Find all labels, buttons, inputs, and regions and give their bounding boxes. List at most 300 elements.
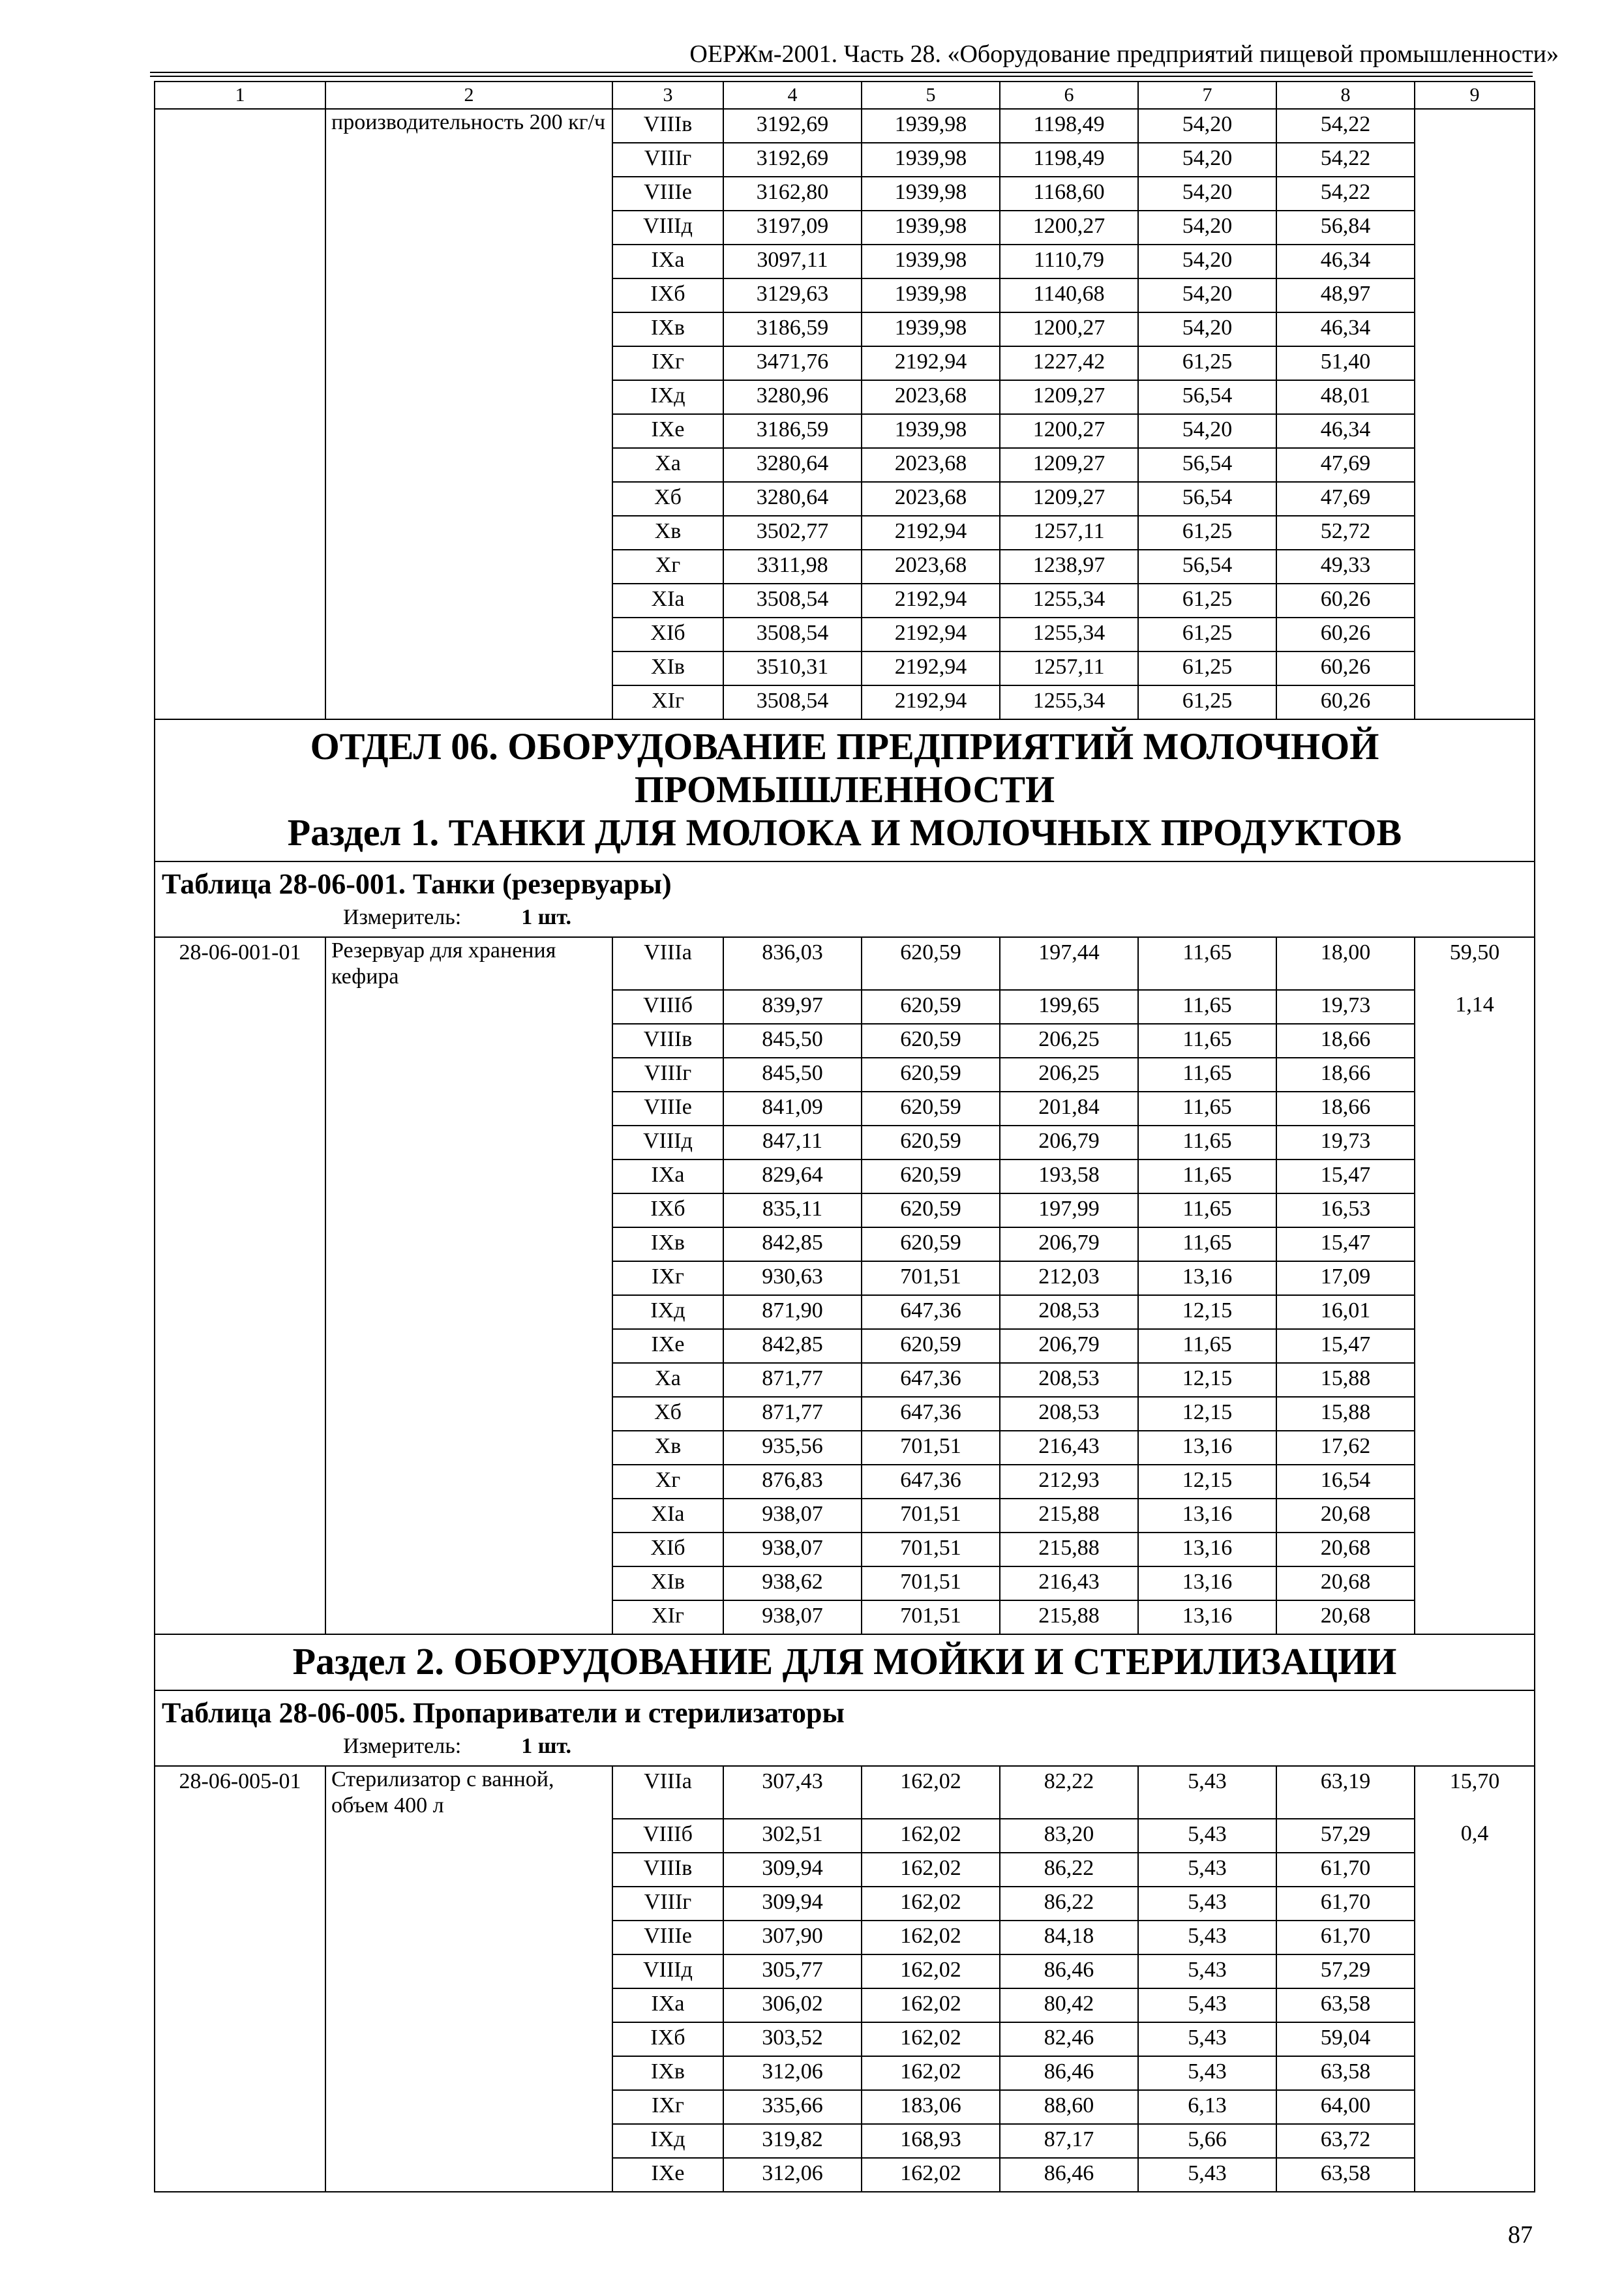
extra-value-cell bbox=[1415, 516, 1535, 550]
rate-code-cell bbox=[155, 1921, 325, 1954]
zone-cell: IXв bbox=[612, 312, 723, 346]
zone-cell: XIв bbox=[612, 651, 723, 685]
column-number: 9 bbox=[1415, 82, 1535, 109]
value-cell: 5,43 bbox=[1138, 1853, 1276, 1887]
extra-value-cell bbox=[1415, 1566, 1535, 1600]
rate-description-cell bbox=[325, 1600, 612, 1634]
value-cell: 54,20 bbox=[1138, 211, 1276, 245]
rate-code-cell bbox=[155, 1887, 325, 1921]
rate-code-cell bbox=[155, 2124, 325, 2158]
zone-cell: VIIIе bbox=[612, 1921, 723, 1954]
rate-description-cell bbox=[325, 278, 612, 312]
rate-description-cell bbox=[325, 1159, 612, 1193]
value-cell: 620,59 bbox=[862, 1126, 1000, 1159]
column-number: 8 bbox=[1276, 82, 1415, 109]
rate-code-cell bbox=[155, 1295, 325, 1329]
extra-value-cell bbox=[1415, 245, 1535, 278]
extra-value-cell bbox=[1415, 2124, 1535, 2158]
zone-cell: VIIIв bbox=[612, 1024, 723, 1058]
rate-code-cell bbox=[155, 245, 325, 278]
zone-cell: XIв bbox=[612, 1566, 723, 1600]
value-cell: 3502,77 bbox=[723, 516, 862, 550]
value-cell: 54,20 bbox=[1138, 143, 1276, 177]
value-cell: 1939,98 bbox=[862, 278, 1000, 312]
rate-description-cell bbox=[325, 143, 612, 177]
rate-row bbox=[155, 245, 1535, 278]
rate-row bbox=[155, 1533, 1535, 1566]
rate-description-cell bbox=[325, 414, 612, 448]
value-cell: 63,58 bbox=[1276, 2056, 1415, 2090]
unit-value: 1 шт. bbox=[521, 905, 572, 929]
extra-value-cell bbox=[1415, 1600, 1535, 1634]
value-cell: 620,59 bbox=[862, 937, 1000, 990]
rate-code-cell bbox=[155, 990, 325, 1024]
rate-code-cell bbox=[155, 211, 325, 245]
value-cell: 1939,98 bbox=[862, 177, 1000, 211]
value-cell: 6,13 bbox=[1138, 2090, 1276, 2124]
extra-value-cell: 0,4 bbox=[1415, 1819, 1535, 1853]
rate-code-cell bbox=[155, 1363, 325, 1397]
column-number-row bbox=[155, 82, 1535, 109]
value-cell: 162,02 bbox=[862, 1954, 1000, 1988]
zone-cell: IXв bbox=[612, 2056, 723, 2090]
rate-row bbox=[155, 482, 1535, 516]
rate-code-cell bbox=[155, 1024, 325, 1058]
value-cell: 647,36 bbox=[862, 1397, 1000, 1431]
value-cell: 82,22 bbox=[1000, 1766, 1138, 1819]
rate-code-cell bbox=[155, 651, 325, 685]
unit-row bbox=[155, 903, 1535, 937]
zone-cell: XIг bbox=[612, 1600, 723, 1634]
rate-row bbox=[155, 516, 1535, 550]
value-cell: 3162,80 bbox=[723, 177, 862, 211]
page-number: 87 bbox=[1508, 2221, 1533, 2249]
rate-description-cell bbox=[325, 2022, 612, 2056]
rate-description-cell bbox=[325, 1853, 612, 1887]
rate-description-cell bbox=[325, 516, 612, 550]
value-cell: 620,59 bbox=[862, 1159, 1000, 1193]
section-heading-line: ОТДЕЛ 06. ОБОРУДОВАНИЕ ПРЕДПРИЯТИЙ МОЛОЧНОЙ bbox=[310, 725, 1379, 768]
rate-row bbox=[155, 1227, 1535, 1261]
zone-cell: IXа bbox=[612, 1988, 723, 2022]
table-title-line: Таблица 28-06-005. Пропариватели и стерилизаторы bbox=[162, 1697, 845, 1729]
zone-cell: Xв bbox=[612, 516, 723, 550]
value-cell: 2192,94 bbox=[862, 618, 1000, 651]
value-cell: 2192,94 bbox=[862, 651, 1000, 685]
value-cell: 208,53 bbox=[1000, 1363, 1138, 1397]
value-cell: 309,94 bbox=[723, 1887, 862, 1921]
value-cell: 11,65 bbox=[1138, 990, 1276, 1024]
value-cell: 829,64 bbox=[723, 1159, 862, 1193]
zone-cell: IXд bbox=[612, 2124, 723, 2158]
header-rule bbox=[150, 72, 1533, 73]
rate-description-cell bbox=[325, 312, 612, 346]
zone-cell: VIIIв bbox=[612, 1853, 723, 1887]
rate-row bbox=[155, 1431, 1535, 1465]
rate-code-cell bbox=[155, 1600, 325, 1634]
rate-description-cell bbox=[325, 1193, 612, 1227]
value-cell: 215,88 bbox=[1000, 1499, 1138, 1533]
value-cell: 12,15 bbox=[1138, 1295, 1276, 1329]
value-cell: 208,53 bbox=[1000, 1295, 1138, 1329]
value-cell: 56,54 bbox=[1138, 448, 1276, 482]
extra-value-cell bbox=[1415, 1465, 1535, 1499]
value-cell: 335,66 bbox=[723, 2090, 862, 2124]
value-cell: 701,51 bbox=[862, 1533, 1000, 1566]
rate-code-cell bbox=[155, 312, 325, 346]
extra-value-cell bbox=[1415, 211, 1535, 245]
value-cell: 839,97 bbox=[723, 990, 862, 1024]
value-cell: 935,56 bbox=[723, 1431, 862, 1465]
rate-row bbox=[155, 1921, 1535, 1954]
extra-value-cell bbox=[1415, 1533, 1535, 1566]
rate-code-cell bbox=[155, 1988, 325, 2022]
value-cell: 620,59 bbox=[862, 1058, 1000, 1092]
value-cell: 1939,98 bbox=[862, 211, 1000, 245]
rate-row bbox=[155, 2124, 1535, 2158]
value-cell: 84,18 bbox=[1000, 1921, 1138, 1954]
zone-cell: IXа bbox=[612, 1159, 723, 1193]
rate-row bbox=[155, 1126, 1535, 1159]
rate-row bbox=[155, 1295, 1535, 1329]
value-cell: 701,51 bbox=[862, 1431, 1000, 1465]
column-number: 3 bbox=[612, 82, 723, 109]
value-cell: 64,00 bbox=[1276, 2090, 1415, 2124]
rate-code-cell bbox=[155, 1126, 325, 1159]
rate-row bbox=[155, 109, 1535, 143]
rate-description-cell bbox=[325, 1295, 612, 1329]
section-heading-line: ПРОМЫШЛЕННОСТИ bbox=[634, 768, 1055, 811]
extra-value-cell bbox=[1415, 1024, 1535, 1058]
rate-row bbox=[155, 177, 1535, 211]
extra-value-cell bbox=[1415, 2022, 1535, 2056]
extra-value-cell bbox=[1415, 2158, 1535, 2192]
extra-value-cell bbox=[1415, 1921, 1535, 1954]
value-cell: 15,47 bbox=[1276, 1227, 1415, 1261]
value-cell: 1200,27 bbox=[1000, 312, 1138, 346]
value-cell: 216,43 bbox=[1000, 1566, 1138, 1600]
value-cell: 841,09 bbox=[723, 1092, 862, 1126]
value-cell: 1200,27 bbox=[1000, 414, 1138, 448]
value-cell: 309,94 bbox=[723, 1853, 862, 1887]
value-cell: 845,50 bbox=[723, 1024, 862, 1058]
rate-description-cell bbox=[325, 1092, 612, 1126]
zone-cell: IXд bbox=[612, 1295, 723, 1329]
value-cell: 3186,59 bbox=[723, 312, 862, 346]
rate-description-cell: Стерилизатор с ванной, объем 400 л bbox=[325, 1766, 612, 1819]
value-cell: 2192,94 bbox=[862, 584, 1000, 618]
value-cell: 18,66 bbox=[1276, 1024, 1415, 1058]
value-cell: 3280,96 bbox=[723, 380, 862, 414]
value-cell: 11,65 bbox=[1138, 1227, 1276, 1261]
value-cell: 647,36 bbox=[862, 1295, 1000, 1329]
value-cell: 216,43 bbox=[1000, 1431, 1138, 1465]
column-number: 1 bbox=[155, 82, 325, 109]
rate-code-cell bbox=[155, 346, 325, 380]
rate-row bbox=[155, 346, 1535, 380]
rate-description-cell: производительность 200 кг/ч bbox=[325, 109, 612, 143]
rate-code-cell bbox=[155, 1397, 325, 1431]
value-cell: 1227,42 bbox=[1000, 346, 1138, 380]
rate-row bbox=[155, 1193, 1535, 1227]
zone-cell: IXг bbox=[612, 1261, 723, 1295]
value-cell: 48,97 bbox=[1276, 278, 1415, 312]
value-cell: 61,25 bbox=[1138, 346, 1276, 380]
value-cell: 620,59 bbox=[862, 1024, 1000, 1058]
rate-row bbox=[155, 1465, 1535, 1499]
value-cell: 47,69 bbox=[1276, 448, 1415, 482]
unit-label: Измеритель: bbox=[343, 905, 462, 929]
rate-row bbox=[155, 1092, 1535, 1126]
value-cell: 5,43 bbox=[1138, 2158, 1276, 2192]
value-cell: 63,72 bbox=[1276, 2124, 1415, 2158]
extra-value-cell bbox=[1415, 1853, 1535, 1887]
rate-row bbox=[155, 143, 1535, 177]
rate-row bbox=[155, 1329, 1535, 1363]
value-cell: 2023,68 bbox=[862, 380, 1000, 414]
value-cell: 319,82 bbox=[723, 2124, 862, 2158]
rate-row bbox=[155, 2158, 1535, 2192]
zone-cell: XIб bbox=[612, 618, 723, 651]
zone-cell: XIа bbox=[612, 584, 723, 618]
value-cell: 17,62 bbox=[1276, 1431, 1415, 1465]
value-cell: 206,79 bbox=[1000, 1329, 1138, 1363]
zone-cell: IXб bbox=[612, 2022, 723, 2056]
value-cell: 48,01 bbox=[1276, 380, 1415, 414]
rate-description-cell bbox=[325, 1329, 612, 1363]
extra-value-cell bbox=[1415, 1988, 1535, 2022]
rate-description-cell bbox=[325, 1533, 612, 1566]
value-cell: 19,73 bbox=[1276, 990, 1415, 1024]
value-cell: 11,65 bbox=[1138, 937, 1276, 990]
value-cell: 5,43 bbox=[1138, 2056, 1276, 2090]
rate-row bbox=[155, 1024, 1535, 1058]
value-cell: 2023,68 bbox=[862, 448, 1000, 482]
value-cell: 201,84 bbox=[1000, 1092, 1138, 1126]
rate-code-cell bbox=[155, 1853, 325, 1887]
column-number: 5 bbox=[862, 82, 1000, 109]
section-heading-line: Раздел 1. ТАНКИ ДЛЯ МОЛОКА И МОЛОЧНЫХ ПРОДУКТОВ bbox=[287, 811, 1402, 854]
value-cell: 3508,54 bbox=[723, 685, 862, 719]
value-cell: 3471,76 bbox=[723, 346, 862, 380]
value-cell: 306,02 bbox=[723, 1988, 862, 2022]
value-cell: 206,25 bbox=[1000, 1058, 1138, 1092]
rate-row bbox=[155, 685, 1535, 719]
value-cell: 3508,54 bbox=[723, 618, 862, 651]
extra-value-cell bbox=[1415, 1954, 1535, 1988]
value-cell: 5,66 bbox=[1138, 2124, 1276, 2158]
value-cell: 162,02 bbox=[862, 2056, 1000, 2090]
value-cell: 13,16 bbox=[1138, 1600, 1276, 1634]
value-cell: 5,43 bbox=[1138, 1988, 1276, 2022]
value-cell: 80,42 bbox=[1000, 1988, 1138, 2022]
extra-value-cell bbox=[1415, 1499, 1535, 1533]
value-cell: 842,85 bbox=[723, 1227, 862, 1261]
extra-value-cell bbox=[1415, 312, 1535, 346]
value-cell: 16,01 bbox=[1276, 1295, 1415, 1329]
section-heading-line: Раздел 2. ОБОРУДОВАНИЕ ДЛЯ МОЙКИ И СТЕРИЛИЗАЦИИ bbox=[292, 1640, 1397, 1683]
rate-code-cell bbox=[155, 685, 325, 719]
value-cell: 303,52 bbox=[723, 2022, 862, 2056]
rate-code-cell bbox=[155, 1092, 325, 1126]
value-cell: 63,19 bbox=[1276, 1766, 1415, 1819]
rate-description-cell bbox=[325, 1566, 612, 1600]
zone-cell: VIIIв bbox=[612, 109, 723, 143]
rate-description-cell bbox=[325, 1058, 612, 1092]
section-heading-row bbox=[155, 719, 1535, 861]
rate-description-cell bbox=[325, 482, 612, 516]
value-cell: 1209,27 bbox=[1000, 482, 1138, 516]
rate-code-cell: 28-06-005-01 bbox=[155, 1766, 325, 1819]
rate-row bbox=[155, 448, 1535, 482]
rate-code-cell bbox=[155, 1566, 325, 1600]
value-cell: 54,20 bbox=[1138, 177, 1276, 211]
rate-row bbox=[155, 1954, 1535, 1988]
zone-cell: VIIIд bbox=[612, 1126, 723, 1159]
extra-value-cell bbox=[1415, 1887, 1535, 1921]
rate-description-cell bbox=[325, 1954, 612, 1988]
value-cell: 15,88 bbox=[1276, 1363, 1415, 1397]
value-cell: 162,02 bbox=[862, 1853, 1000, 1887]
table-title bbox=[155, 861, 1535, 903]
zone-cell: Xа bbox=[612, 448, 723, 482]
zone-cell: VIIIд bbox=[612, 1954, 723, 1988]
value-cell: 871,77 bbox=[723, 1397, 862, 1431]
rate-description-cell bbox=[325, 1819, 612, 1853]
value-cell: 61,70 bbox=[1276, 1887, 1415, 1921]
extra-value-cell bbox=[1415, 1126, 1535, 1159]
value-cell: 1198,49 bbox=[1000, 109, 1138, 143]
zone-cell: VIIIд bbox=[612, 211, 723, 245]
value-cell: 82,46 bbox=[1000, 2022, 1138, 2056]
rate-description-cell bbox=[325, 1363, 612, 1397]
value-cell: 215,88 bbox=[1000, 1533, 1138, 1566]
unit-cell bbox=[155, 1731, 1535, 1766]
value-cell: 1238,97 bbox=[1000, 550, 1138, 584]
rate-description-cell bbox=[325, 2056, 612, 2090]
extra-value-cell bbox=[1415, 1193, 1535, 1227]
zone-cell: Xг bbox=[612, 1465, 723, 1499]
value-cell: 701,51 bbox=[862, 1566, 1000, 1600]
value-cell: 3280,64 bbox=[723, 482, 862, 516]
value-cell: 162,02 bbox=[862, 1921, 1000, 1954]
extra-value-cell bbox=[1415, 618, 1535, 651]
value-cell: 938,07 bbox=[723, 1533, 862, 1566]
extra-value-cell bbox=[1415, 1227, 1535, 1261]
rate-code-cell bbox=[155, 448, 325, 482]
value-cell: 19,73 bbox=[1276, 1126, 1415, 1159]
extra-value-cell bbox=[1415, 2056, 1535, 2090]
zone-cell: IXв bbox=[612, 1227, 723, 1261]
value-cell: 20,68 bbox=[1276, 1499, 1415, 1533]
rate-code-cell bbox=[155, 109, 325, 143]
value-cell: 20,68 bbox=[1276, 1600, 1415, 1634]
rate-description-cell bbox=[325, 177, 612, 211]
zone-cell: Xб bbox=[612, 1397, 723, 1431]
value-cell: 56,54 bbox=[1138, 482, 1276, 516]
rate-row bbox=[155, 1058, 1535, 1092]
value-cell: 168,93 bbox=[862, 2124, 1000, 2158]
zone-cell: VIIIб bbox=[612, 990, 723, 1024]
rate-description-cell bbox=[325, 1988, 612, 2022]
rate-code-cell bbox=[155, 550, 325, 584]
value-cell: 86,46 bbox=[1000, 2158, 1138, 2192]
value-cell: 61,25 bbox=[1138, 618, 1276, 651]
value-cell: 47,69 bbox=[1276, 482, 1415, 516]
value-cell: 620,59 bbox=[862, 1227, 1000, 1261]
value-cell: 162,02 bbox=[862, 2022, 1000, 2056]
rate-code-cell bbox=[155, 1329, 325, 1363]
value-cell: 3192,69 bbox=[723, 109, 862, 143]
zone-cell: VIIIг bbox=[612, 143, 723, 177]
rate-description-cell bbox=[325, 618, 612, 651]
value-cell: 16,53 bbox=[1276, 1193, 1415, 1227]
value-cell: 60,26 bbox=[1276, 685, 1415, 719]
value-cell: 61,25 bbox=[1138, 685, 1276, 719]
value-cell: 3311,98 bbox=[723, 550, 862, 584]
rate-code-cell bbox=[155, 278, 325, 312]
rate-row bbox=[155, 618, 1535, 651]
rate-description-cell bbox=[325, 380, 612, 414]
rate-code-cell bbox=[155, 2022, 325, 2056]
value-cell: 11,65 bbox=[1138, 1058, 1276, 1092]
extra-value-cell: 59,50 bbox=[1415, 937, 1535, 990]
value-cell: 938,07 bbox=[723, 1600, 862, 1634]
value-cell: 86,22 bbox=[1000, 1853, 1138, 1887]
unit-cell bbox=[155, 903, 1535, 937]
value-cell: 836,03 bbox=[723, 937, 862, 990]
rate-description-cell bbox=[325, 1431, 612, 1465]
value-cell: 197,99 bbox=[1000, 1193, 1138, 1227]
extra-value-cell bbox=[1415, 1363, 1535, 1397]
extra-value-cell bbox=[1415, 1329, 1535, 1363]
value-cell: 847,11 bbox=[723, 1126, 862, 1159]
value-cell: 52,72 bbox=[1276, 516, 1415, 550]
rate-row bbox=[155, 2056, 1535, 2090]
value-cell: 871,90 bbox=[723, 1295, 862, 1329]
value-cell: 83,20 bbox=[1000, 1819, 1138, 1853]
value-cell: 2023,68 bbox=[862, 550, 1000, 584]
rate-description-cell bbox=[325, 245, 612, 278]
value-cell: 302,51 bbox=[723, 1819, 862, 1853]
rate-description-cell: Резервуар для хранения кефира bbox=[325, 937, 612, 990]
value-cell: 20,68 bbox=[1276, 1533, 1415, 1566]
value-cell: 647,36 bbox=[862, 1363, 1000, 1397]
rate-row bbox=[155, 1363, 1535, 1397]
zone-cell: XIа bbox=[612, 1499, 723, 1533]
rate-code-cell bbox=[155, 143, 325, 177]
value-cell: 835,11 bbox=[723, 1193, 862, 1227]
rate-description-cell bbox=[325, 2090, 612, 2124]
value-cell: 15,88 bbox=[1276, 1397, 1415, 1431]
value-cell: 86,46 bbox=[1000, 1954, 1138, 1988]
rate-row bbox=[155, 278, 1535, 312]
value-cell: 54,20 bbox=[1138, 109, 1276, 143]
extra-value-cell bbox=[1415, 685, 1535, 719]
value-cell: 701,51 bbox=[862, 1600, 1000, 1634]
zone-cell: Xв bbox=[612, 1431, 723, 1465]
value-cell: 1168,60 bbox=[1000, 177, 1138, 211]
rate-description-cell bbox=[325, 685, 612, 719]
zone-cell: IXе bbox=[612, 414, 723, 448]
value-cell: 1200,27 bbox=[1000, 211, 1138, 245]
zone-cell: IXа bbox=[612, 245, 723, 278]
extra-value-cell bbox=[1415, 177, 1535, 211]
value-cell: 701,51 bbox=[862, 1499, 1000, 1533]
rate-description-cell bbox=[325, 1261, 612, 1295]
rate-description-cell bbox=[325, 651, 612, 685]
zone-cell: IXг bbox=[612, 2090, 723, 2124]
